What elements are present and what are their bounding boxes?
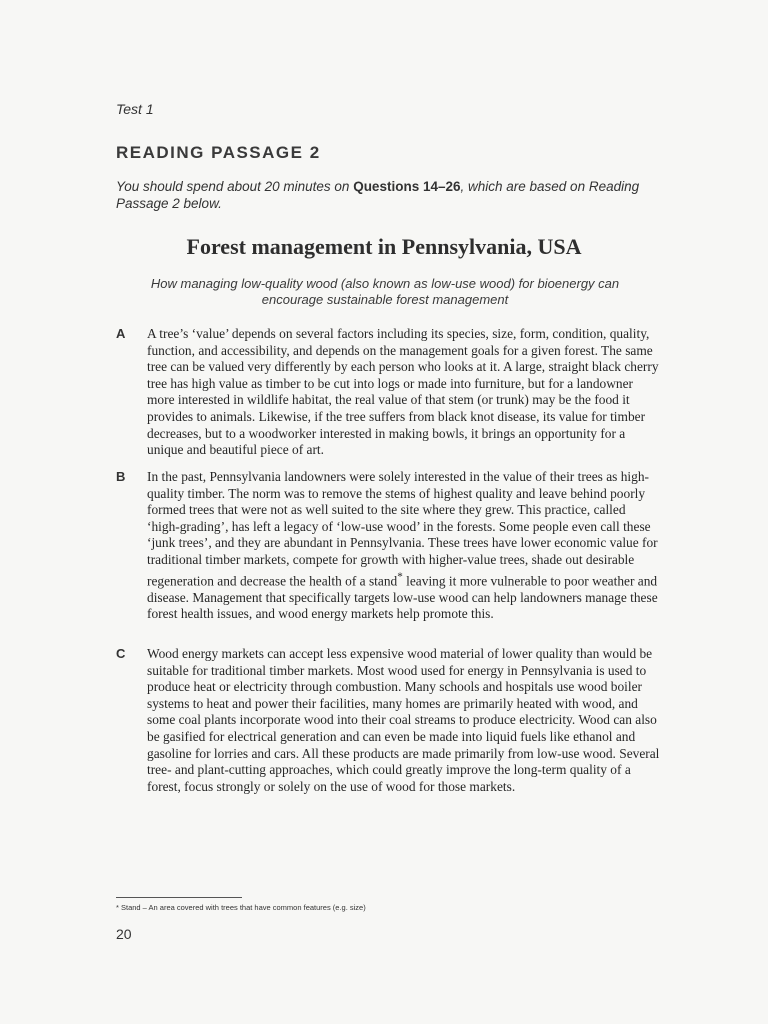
- instructions-text-after: , which are based on Reading Passage 2 below.: [116, 179, 640, 211]
- instructions: [116, 178, 656, 212]
- paragraph-body: [147, 469, 661, 623]
- section-title: READING PASSAGE 2: [116, 143, 321, 162]
- article-title: Forest management in Pennsylvania, USA: [186, 234, 582, 259]
- paragraph-body: [147, 646, 661, 795]
- paragraph-letter: B: [116, 469, 126, 484]
- paragraph-letter: A: [116, 326, 126, 341]
- page-number: 20: [116, 926, 132, 942]
- paragraph-text: In the past, Pennsylvania landowners were solely interested in the value of their trees as high-quality timber. The norm was to remove the stems of highest quality and leave behind poorly formed trees that were not as well suited to the site where they grew. This practice, called ‘high-grading’, has left a legacy of ‘low-use wood’ in the forests. Some people even call these ‘junk trees’, and they are abundant in Pennsylvania. These trees have lower economic value for traditional timber markets, compete for growth with higher-value trees, shade out desirable regeneration and decrease the health of a stand: [147, 469, 658, 589]
- paragraph-text: Wood energy markets can accept less expensive wood material of lower quality than would be suitable for traditional timber markets. Most wood used for energy in Pennsylvania is used to produce heat or electricity through combustion. Many schools and hospitals use wood boiler systems to heat and power their facilities, many homes are primarily heated with wood, and some coal plants incorporate wood into their coal streams to produce electricity. Wood can also be gasified for electrical generation and can even be made into liquid fuels like ethanol and gasoline for lorries and cars. All these products are made primarily from low-use wood. Several tree- and plant-cutting approaches, which could greatly improve the long-term quality of a forest, focus strongly or solely on the use of wood for those markets.: [147, 646, 660, 794]
- paragraph-body: [147, 326, 661, 459]
- footnote-mark: *: [397, 570, 403, 583]
- article-subtitle: How managing low-quality wood (also known as low-use wood) for bioenergy can encourage sustainable forest management: [150, 276, 620, 307]
- test-label: Test 1: [116, 101, 154, 117]
- paragraph-text-continued: leaving it more vulnerable to poor weather and disease. Management that specifically targets low-use wood can help landowners manage these forest health issues, and wood energy markets help promote this.: [147, 573, 658, 622]
- footnote: * Stand – An area covered with trees that have common features (e.g. size): [116, 903, 366, 912]
- paragraph-text: A tree’s ‘value’ depends on several factors including its species, size, form, condition, quality, function, and accessibility, and depends on the management goals for a given forest. The same tree can be valued very differently by each person who looks at it. A large, straight black cherry tree has high value as timber to be cut into logs or made into furniture, but for a landowner more interested in wildlife habitat, the real value of that stem (or trunk) may be the food it provides to animals. Likewise, if the tree suffers from black knot disease, its value for timber decreases, but to a woodworker interested in making bowls, it brings an opportunity for a unique and beautiful piece of art.: [147, 326, 659, 458]
- instructions-text-before: You should spend about 20 minutes on: [116, 179, 354, 194]
- paragraph-letter: C: [116, 646, 126, 661]
- instructions-questions: Questions 14–26: [353, 179, 461, 194]
- footnote-divider: [116, 897, 242, 898]
